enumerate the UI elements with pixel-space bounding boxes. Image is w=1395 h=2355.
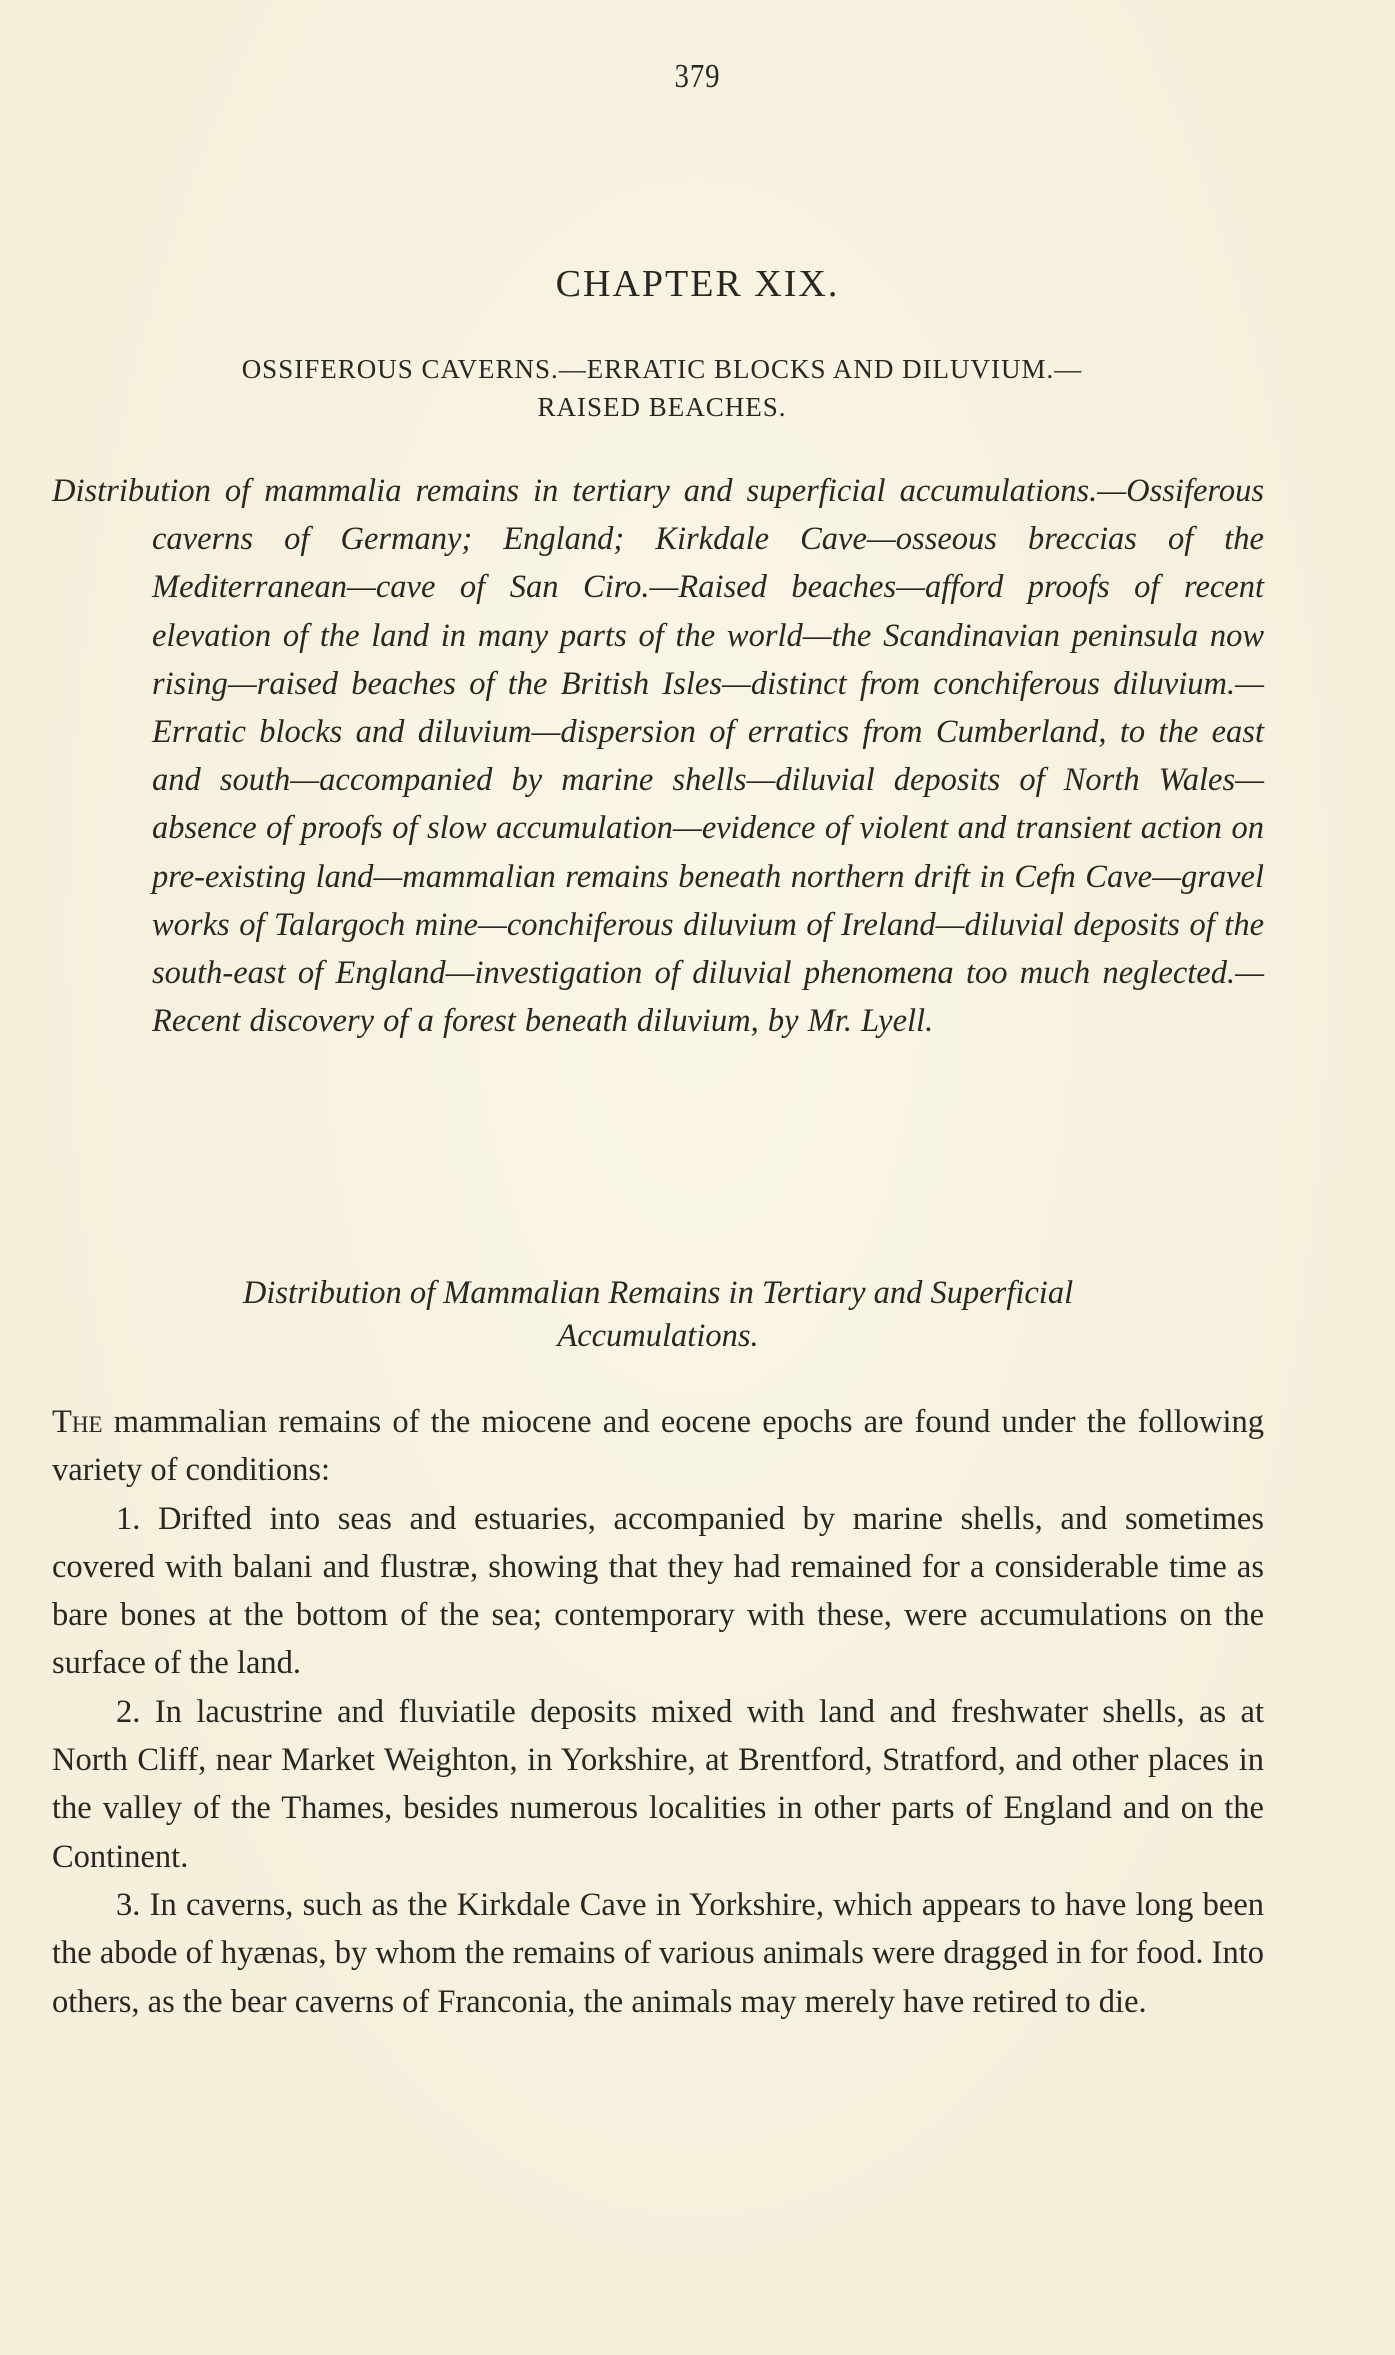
- page-number: 379: [674, 58, 721, 95]
- body-text: [52, 1398, 1264, 2026]
- section-heading-line-2: Accumulations.: [557, 1318, 759, 1354]
- intro-rest: mammalian remains of the miocene and eocene epochs are found under the following variety of conditions:: [52, 1404, 1264, 1489]
- chapter-subtitle-line-2: RAISED BEACHES.: [537, 392, 787, 422]
- chapter-subtitle-line-1: OSSIFEROUS CAVERNS.—ERRATIC BLOCKS AND DILUVIUM.—: [241, 354, 1083, 384]
- paragraph-3: 3. In caverns, such as the Kirkdale Cave in Yorkshire, which appears to have long been the abode of hyænas, by whom the remains of various animals were dragged in for food. Into others, as the bear caverns of Franconia, the animals may merely have retired to die.: [52, 1886, 1264, 2020]
- chapter-title: CHAPTER XIX.: [555, 263, 840, 305]
- intro-first-word: The: [52, 1404, 103, 1440]
- paragraph-2: 2. In lacustrine and fluviatile deposits mixed with land and freshwater shells, as at North Cliff, near Market Weighton, in Yorkshire, at Brentford, Stratford, and other places in the valley of the Thames, besides numerous localities in other parts of England and on the Continent.: [52, 1693, 1264, 1875]
- section-heading: [52, 1272, 1264, 1358]
- chapter-summary: Distribution of mammalia remains in tertiary and superficial accumulations.—Ossiferous caverns of Germany; England; Kirkdale Cave—osseous breccias of the Mediterranean—cave of San Ciro.—Raised beaches—afford proofs of recent elevation of the land in many parts of the world—the Scandinavian peninsula now rising—raised beaches of the British Isles—distinct from conchiferous diluvium.—Erratic blocks and diluvium—dispersion of erratics from Cumberland, to the east and south—accompanied by marine shells—diluvial deposits of North Wales—absence of proofs of slow accumulation—evidence of violent and transient action on pre-existing land—mammalian remains beneath northern drift in Cefn Cave—gravel works of Talargoch mine—conchiferous diluvium of Ireland—diluvial deposits of the south-east of England—investigation of diluvial phenomena too much neglected.—Recent discovery of a forest beneath diluvium, by Mr. Lyell.: [52, 473, 1264, 1040]
- intro-paragraph: [52, 1398, 1264, 1495]
- paragraph-1: 1. Drifted into seas and estuaries, accompanied by marine shells, and sometimes covered with balani and flustræ, showing that they had remained for a considerable time as bare bones at the bottom of the sea; contemporary with these, were accumulations on the surface of the land.: [52, 1500, 1264, 1682]
- chapter-subtitle: [52, 350, 1272, 426]
- section-heading-line-1: Distribution of Mammalian Remains in Tertiary and Superficial: [242, 1275, 1074, 1311]
